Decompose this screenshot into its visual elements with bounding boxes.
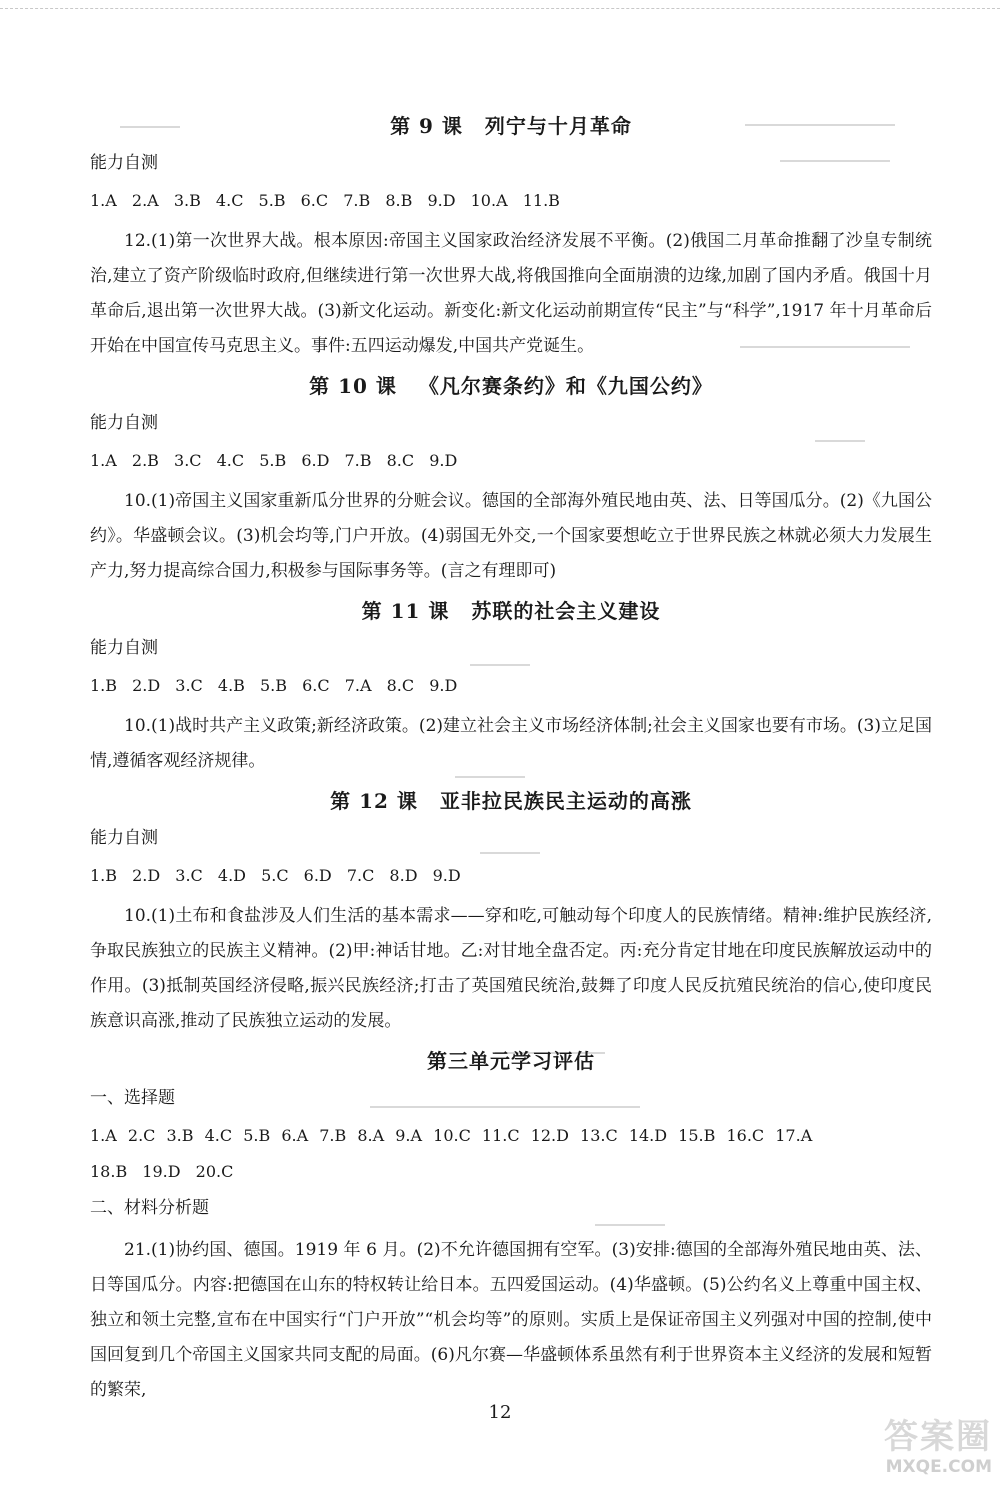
choice-section-label: 一、选择题 <box>90 1088 175 1108</box>
unit-assessment-block <box>90 1047 932 1408</box>
answer-paragraph: 12.(1)第一次世界大战。根本原因:帝国主义国家政治经济发展不平衡。(2)俄国二月革命推翻了沙皇专制统治,建立了资产阶级临时政府,但继续进行第一次世界大战,将俄国推向全面崩溃的边缘,加剧了国内矛盾。俄国十月革命后,退出第一次世界大战。(3)新文化运动。新变化:新文化运动前期宣传“民主”与“科学”,1917 年十月革命后开始在中国宣传马克思主义。事件:五四运动爆发,中国共产党诞生。 <box>90 231 932 356</box>
section-label: 能力自测 <box>90 638 158 658</box>
lesson-block <box>90 112 932 364</box>
answer-paragraph: 10.(1)土布和食盐涉及人们生活的基本需求——穿和吃,可触动每个印度人的民族情绪。精神:维护民族经济,争取民族独立的民族主义精神。(2)甲:神话甘地。乙:对甘地全盘否定。丙:充分肯定甘地在印度民族解放运动中的作用。(3)抵制英国经济侵略,振兴民族经济;打击了英国殖民统治,鼓舞了印度人民反抗殖民统治的信心,使印度民族意识高涨,推动了民族独立运动的发展。 <box>90 906 932 1031</box>
answer-content <box>90 112 932 1416</box>
section-label: 能力自测 <box>90 413 158 433</box>
page-number: 12 <box>488 1402 512 1423</box>
watermark-logo-text: 答案圈 <box>884 1417 992 1457</box>
lesson-number: 第 9 课 <box>390 114 463 138</box>
lesson-title <box>90 597 932 625</box>
choice-answers: 1.B 2.D 3.C 4.D 5.C 6.D 7.C 8.D 9.D <box>90 866 461 885</box>
top-dashed-rule <box>0 8 1000 9</box>
choice-answers: 1.A 2.B 3.C 4.C 5.B 6.D 7.B 8.C 9.D <box>90 451 458 470</box>
lesson-title <box>90 787 932 815</box>
lesson-block <box>90 787 932 1039</box>
site-watermark <box>862 1418 992 1488</box>
unit-choice-answers-line2: 18.B 19.D 20.C <box>90 1162 234 1181</box>
lesson-number: 第 11 课 <box>361 599 450 623</box>
lesson-name: 《凡尔赛条约》和《九国公约》 <box>418 374 713 398</box>
lesson-name: 亚非拉民族民主运动的高涨 <box>439 789 692 813</box>
lesson-block <box>90 597 932 779</box>
section-label: 能力自测 <box>90 828 158 848</box>
choice-answers: 1.B 2.D 3.C 4.B 5.B 6.C 7.A 8.C 9.D <box>90 676 458 695</box>
lesson-number: 第 10 课 <box>309 374 397 398</box>
analysis-paragraph: 21.(1)协约国、德国。1919 年 6 月。(2)不允许德国拥有空军。(3)安排:德国的全部海外殖民地由英、法、日等国瓜分。内容:把德国在山东的特权转让给日本。五四爱国运动。(4)华盛顿。(5)公约名义上尊重中国主权、独立和领土完整,宣布在中国实行“门户开放”“机会均等”的原则。实质上是保证帝国主义列强对中国的控制,使中国回复到几个帝国主义国家共同支配的局面。(6)凡尔赛—华盛顿体系虽然有利于世界资本主义经济的发展和短暂的繁荣, <box>90 1240 932 1400</box>
lesson-name: 苏联的社会主义建设 <box>471 599 661 623</box>
unit-choice-answers-line1: 1.A 2.C 3.B 4.C 5.B 6.A 7.B 8.A 9.A 10.C 11.C 12.D 13.C 14.D 15.B 16.C 17.A <box>90 1126 813 1145</box>
watermark-url: MXQE.COM <box>885 1457 992 1477</box>
unit-title: 第三单元学习评估 <box>427 1049 595 1073</box>
analysis-section-label: 二、材料分析题 <box>90 1198 209 1218</box>
answer-paragraph: 10.(1)帝国主义国家重新瓜分世界的分赃会议。德国的全部海外殖民地由英、法、日等国瓜分。(2)《九国公约》。华盛顿会议。(3)机会均等,门户开放。(4)弱国无外交,一个国家要想屹立于世界民族之林就必须大力发展生产力,努力提高综合国力,积极参与国际事务等。(言之有理即可) <box>90 491 932 581</box>
lesson-title <box>90 112 932 140</box>
lesson-title <box>90 372 932 400</box>
lesson-number: 第 12 课 <box>330 789 418 813</box>
answer-paragraph: 10.(1)战时共产主义政策;新经济政策。(2)建立社会主义市场经济体制;社会主义国家也要有市场。(3)立足国情,遵循客观经济规律。 <box>90 716 932 771</box>
choice-answers: 1.A 2.A 3.B 4.C 5.B 6.C 7.B 8.B 9.D 10.A 11.B <box>90 191 560 210</box>
section-label: 能力自测 <box>90 153 158 173</box>
lesson-name: 列宁与十月革命 <box>484 114 632 138</box>
lesson-block <box>90 372 932 589</box>
